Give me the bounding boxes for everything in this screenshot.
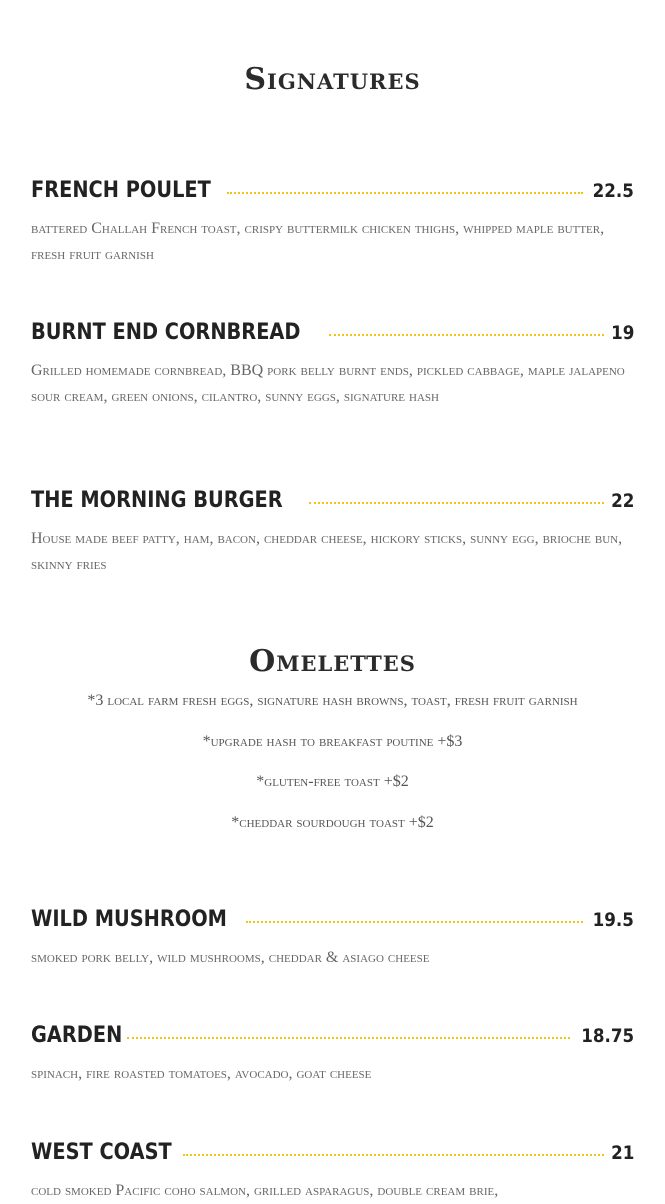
menu-item-header — [31, 488, 634, 518]
menu-item-description: battered Challah French toast, crispy buttermilk chicken thighs, whipped maple butter, fresh fruit garnish — [31, 220, 605, 263]
menu-item-header — [31, 1023, 634, 1053]
omelette-note: *3 local farm fresh eggs, signature hash browns, toast, fresh fruit garnish — [87, 692, 578, 709]
menu-item-name: GARDEN — [31, 1023, 123, 1048]
menu-item-header — [31, 1140, 634, 1170]
menu-item-description: smoked pork belly, wild mushrooms, cheddar & asiago cheese — [31, 949, 430, 966]
menu-item-burnt-end-cornbread — [31, 320, 634, 409]
menu-item-description: spinach, fire roasted tomatoes, avocado, goat cheese — [31, 1065, 372, 1082]
omelette-note: *gluten-free toast +$2 — [256, 773, 409, 790]
menu-item-french-poulet — [31, 178, 634, 267]
leader-dots — [329, 334, 603, 336]
menu-item-price: 22 — [610, 490, 634, 512]
menu-item-header — [31, 320, 634, 350]
menu-item-description: House made beef patty, ham, bacon, cheddar cheese, hickory sticks, sunny egg, brioche bun, skinny fries — [31, 530, 623, 573]
menu-item-price: 18.75 — [581, 1025, 634, 1047]
menu-item-the-morning-burger — [31, 488, 634, 577]
leader-dots — [246, 921, 583, 923]
leader-dots — [127, 1037, 570, 1039]
menu-item-name: BURNT END CORNBREAD — [31, 320, 301, 345]
menu-item-price: 19 — [610, 322, 634, 344]
menu-item-description: Grilled homemade cornbread, BBQ pork belly burnt ends, pickled cabbage, maple jalapeno sour cream, green onions, cilantro, sunny eggs, signature hash — [31, 362, 625, 405]
menu-item-description: cold smoked Pacific coho salmon, grilled asparagus, double cream brie, — [31, 1182, 499, 1199]
omelette-note: *upgrade hash to breakfast poutine +$3 — [202, 733, 463, 750]
menu-item-west-coast — [31, 1140, 634, 1204]
leader-dots — [309, 502, 604, 504]
menu-item-header — [31, 907, 634, 937]
menu-item-price: 19.5 — [592, 909, 634, 931]
omelette-note: *cheddar sourdough toast +$2 — [231, 814, 434, 831]
menu-item-price: 21 — [610, 1142, 634, 1164]
menu-item-wild-mushroom — [31, 907, 634, 971]
menu-item-name: WILD MUSHROOM — [31, 907, 227, 932]
menu-item-name: WEST COAST — [31, 1140, 172, 1165]
section-title-omelettes: Omelettes — [249, 644, 416, 679]
leader-dots — [227, 192, 583, 194]
menu-item-name: FRENCH POULET — [31, 178, 211, 203]
menu-item-name: THE MORNING BURGER — [31, 488, 283, 513]
menu-item-header — [31, 178, 634, 208]
menu-item-garden — [31, 1023, 634, 1087]
section-title-signatures: Signatures — [244, 62, 421, 97]
menu-item-price: 22.5 — [592, 180, 634, 202]
leader-dots — [183, 1154, 604, 1156]
